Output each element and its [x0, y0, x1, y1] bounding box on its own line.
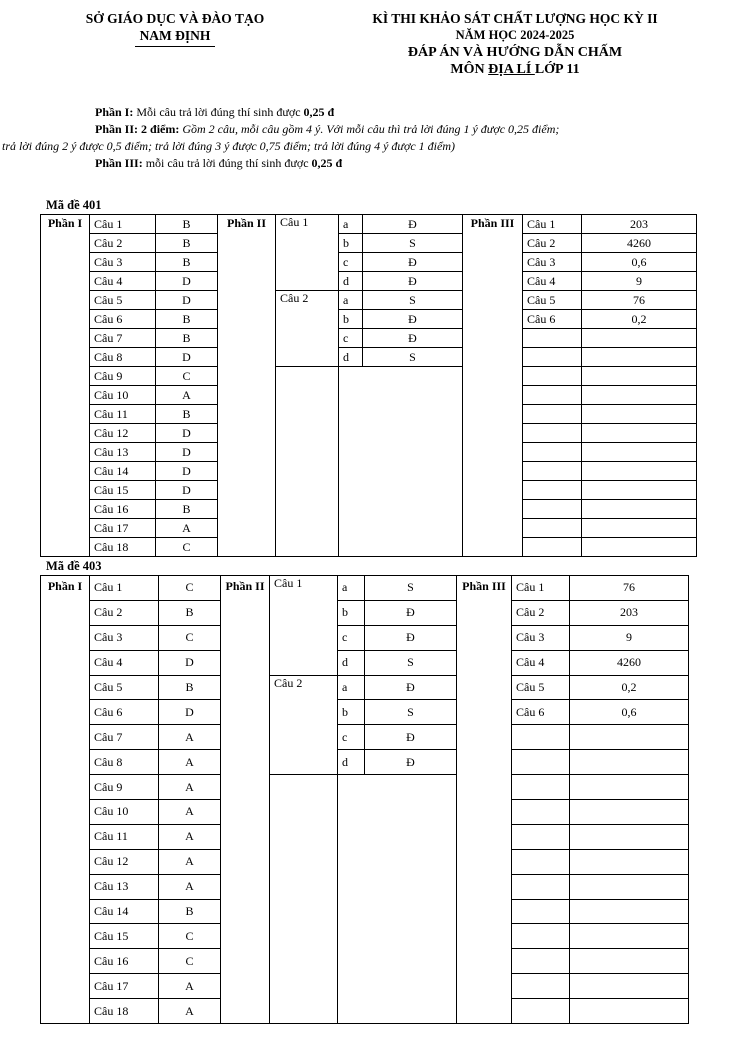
part3-empty-cell [512, 750, 570, 775]
part1-question: Câu 8 [90, 750, 159, 775]
answer-row [41, 329, 697, 348]
answer-row [41, 310, 697, 329]
part2-item-answer: Đ [365, 750, 457, 775]
part3-answer: 4260 [570, 650, 689, 675]
part1-answer: A [156, 519, 218, 538]
part2-label: Phần II: 2 điểm: [95, 122, 180, 136]
part3-answer: 0,2 [582, 310, 697, 329]
answer-row [41, 253, 697, 272]
part3-answer: 203 [582, 215, 697, 234]
part3-empty-cell [570, 874, 689, 899]
part3-question: Câu 1 [512, 576, 570, 601]
part1-answer: B [156, 310, 218, 329]
grade-label: LỚP 11 [534, 62, 580, 77]
part3-empty-cell [512, 775, 570, 800]
part2-header: Phần II [221, 576, 270, 1024]
part2-item-answer: S [363, 348, 463, 367]
part1-answer: A [159, 849, 221, 874]
part3-label: Phần III: [95, 156, 143, 170]
part2-question: Câu 2 [270, 675, 338, 775]
part1-answer: C [159, 576, 221, 601]
instruction-part2 [0, 121, 737, 138]
answer-table-401 [40, 214, 697, 557]
part1-question: Câu 12 [90, 424, 156, 443]
part1-question: Câu 1 [90, 215, 156, 234]
part1-answer: B [156, 253, 218, 272]
part1-answer: B [159, 600, 221, 625]
subject-line [320, 61, 710, 78]
part2-item-answer: S [363, 291, 463, 310]
part1-question: Câu 8 [90, 348, 156, 367]
part2-item-answer: Đ [365, 675, 457, 700]
part1-answer: A [159, 874, 221, 899]
part3-empty-cell [582, 424, 697, 443]
part3-empty-cell [523, 329, 582, 348]
part3-empty-cell [570, 725, 689, 750]
part1-question: Câu 13 [90, 443, 156, 462]
part3-empty-cell [523, 462, 582, 481]
part1-text: Mỗi câu trả lời đúng thí sinh được [133, 105, 304, 119]
part1-question: Câu 3 [90, 253, 156, 272]
part3-empty-cell [512, 849, 570, 874]
part3-empty-cell [570, 800, 689, 825]
part1-question: Câu 5 [90, 291, 156, 310]
part3-header: Phần III [457, 576, 512, 1024]
part3-empty-cell [582, 405, 697, 424]
part3-empty-cell [582, 443, 697, 462]
answer-row [41, 215, 697, 234]
province-name: NAM ĐỊNH [139, 28, 211, 43]
part1-answer: C [156, 538, 218, 557]
part3-answer: 0,6 [570, 700, 689, 725]
part1-answer: D [156, 443, 218, 462]
part3-header: Phần III [463, 215, 523, 557]
part1-answer: A [159, 974, 221, 999]
part3-text: mỗi câu trả lời đúng thí sinh được [142, 156, 312, 170]
part2-item-letter: b [339, 234, 363, 253]
part3-empty-cell [512, 924, 570, 949]
part3-empty-cell [512, 824, 570, 849]
part2-item-answer: Đ [363, 253, 463, 272]
part1-question: Câu 9 [90, 367, 156, 386]
part1-question: Câu 7 [90, 329, 156, 348]
part1-header: Phần I [41, 215, 90, 557]
part1-answer: B [156, 500, 218, 519]
part3-empty-cell [523, 500, 582, 519]
part2-item-answer: Đ [365, 725, 457, 750]
exam-title: KÌ THI KHẢO SÁT CHẤT LƯỢNG HỌC KỲ II [372, 11, 658, 26]
part1-answer: B [159, 899, 221, 924]
part1-answer: C [156, 367, 218, 386]
part1-answer: D [156, 291, 218, 310]
department-name: SỞ GIÁO DỤC VÀ ĐÀO TẠO [85, 11, 265, 26]
answer-table-403 [40, 575, 689, 1024]
exam-code-403: Mã đề 403 [46, 559, 102, 573]
part2-item-letter: d [339, 272, 363, 291]
scoring-instructions [0, 104, 737, 172]
part1-answer: D [156, 481, 218, 500]
part1-question: Câu 1 [90, 576, 159, 601]
part1-question: Câu 18 [90, 999, 159, 1024]
part2-item-letter: a [339, 291, 363, 310]
part3-empty-cell [512, 974, 570, 999]
part1-answer: B [156, 405, 218, 424]
part2-blank-left [270, 775, 338, 1024]
part2-item-letter: c [339, 329, 363, 348]
part1-question: Câu 17 [90, 519, 156, 538]
part2-item-answer: Đ [363, 310, 463, 329]
part3-question: Câu 1 [523, 215, 582, 234]
part1-question: Câu 11 [90, 824, 159, 849]
part1-answer: A [159, 999, 221, 1024]
part2-question: Câu 2 [276, 291, 339, 367]
part3-answer: 0,2 [570, 675, 689, 700]
part2-item-letter: a [338, 576, 365, 601]
part3-empty-cell [523, 405, 582, 424]
part1-answer: A [159, 750, 221, 775]
part2-text-cont: trả lời đúng 2 ý được 0,5 điểm; trả lời đúng 3 ý được 0,75 điểm; trả lời đúng 4 ý được 1 điểm) [2, 139, 455, 153]
part1-question: Câu 2 [90, 234, 156, 253]
part3-question: Câu 4 [512, 650, 570, 675]
part2-text: Gồm 2 câu, mỗi câu gồm 4 ý. Với mỗi câu thì trả lời đúng 1 ý được 0,25 điểm; [179, 122, 560, 136]
part3-empty-cell [582, 481, 697, 500]
answer-row [41, 775, 689, 800]
part3-answer: 76 [582, 291, 697, 310]
part2-item-answer: Đ [363, 329, 463, 348]
part3-answer: 0,6 [582, 253, 697, 272]
part1-answer: D [156, 348, 218, 367]
part3-empty-cell [570, 750, 689, 775]
part2-item-answer: S [363, 234, 463, 253]
part3-empty-cell [523, 367, 582, 386]
subject-prefix: MÔN [450, 62, 489, 77]
part3-empty-cell [512, 949, 570, 974]
part1-question: Câu 15 [90, 481, 156, 500]
part1-question: Câu 14 [90, 899, 159, 924]
part3-empty-cell [523, 443, 582, 462]
header-exam [320, 10, 710, 78]
part3-empty-cell [523, 538, 582, 557]
part2-blank-right [339, 367, 463, 557]
answer-row [41, 600, 689, 625]
part1-question: Câu 5 [90, 675, 159, 700]
part1-answer: C [159, 625, 221, 650]
part1-question: Câu 14 [90, 462, 156, 481]
part2-question: Câu 1 [270, 576, 338, 676]
part2-item-letter: d [338, 750, 365, 775]
part3-empty-cell [570, 824, 689, 849]
part1-question: Câu 7 [90, 725, 159, 750]
part2-item-letter: c [339, 253, 363, 272]
part1-answer: B [156, 215, 218, 234]
part3-empty-cell [582, 538, 697, 557]
part3-empty-cell [512, 874, 570, 899]
part3-empty-cell [570, 924, 689, 949]
part3-question: Câu 2 [523, 234, 582, 253]
part2-item-letter: d [338, 650, 365, 675]
part2-item-answer: S [365, 650, 457, 675]
part3-question: Câu 3 [523, 253, 582, 272]
part3-answer: 4260 [582, 234, 697, 253]
part1-question: Câu 13 [90, 874, 159, 899]
part1-question: Câu 12 [90, 849, 159, 874]
part2-item-answer: Đ [363, 215, 463, 234]
answer-row [41, 725, 689, 750]
part1-answer: C [159, 924, 221, 949]
part1-question: Câu 16 [90, 500, 156, 519]
part1-answer: A [156, 386, 218, 405]
part3-empty-cell [512, 999, 570, 1024]
part1-question: Câu 11 [90, 405, 156, 424]
answer-row [41, 348, 697, 367]
part3-empty-cell [570, 899, 689, 924]
part1-answer: B [159, 675, 221, 700]
subject-name: ĐỊA LÍ [488, 62, 535, 77]
part2-item-letter: d [339, 348, 363, 367]
answer-row [41, 750, 689, 775]
part1-question: Câu 6 [90, 700, 159, 725]
part3-question: Câu 3 [512, 625, 570, 650]
part2-item-letter: c [338, 725, 365, 750]
part1-answer: C [159, 949, 221, 974]
exam-code-401: Mã đề 401 [46, 198, 102, 212]
answer-row [41, 675, 689, 700]
header-department [55, 10, 295, 47]
part1-answer: D [156, 462, 218, 481]
part3-empty-cell [523, 481, 582, 500]
answer-row [41, 625, 689, 650]
part1-question: Câu 10 [90, 800, 159, 825]
part2-header: Phần II [218, 215, 276, 557]
document-title: ĐÁP ÁN VÀ HƯỚNG DẪN CHẤM [407, 45, 623, 60]
part3-question: Câu 4 [523, 272, 582, 291]
part3-empty-cell [582, 519, 697, 538]
part1-answer: D [159, 650, 221, 675]
part1-answer: A [159, 775, 221, 800]
part2-question: Câu 1 [276, 215, 339, 291]
part3-empty-cell [512, 800, 570, 825]
part1-question: Câu 9 [90, 775, 159, 800]
part1-answer: D [159, 700, 221, 725]
part2-item-letter: c [338, 625, 365, 650]
part1-answer: A [159, 725, 221, 750]
part2-blank-right [338, 775, 457, 1024]
answer-row [41, 576, 689, 601]
part1-question: Câu 16 [90, 949, 159, 974]
part1-question: Câu 15 [90, 924, 159, 949]
part2-item-answer: Đ [365, 625, 457, 650]
answer-row [41, 650, 689, 675]
part1-question: Câu 4 [90, 272, 156, 291]
part1-question: Câu 6 [90, 310, 156, 329]
part3-empty-cell [582, 462, 697, 481]
answer-row [41, 291, 697, 310]
part3-empty-cell [523, 519, 582, 538]
part3-question: Câu 5 [523, 291, 582, 310]
answer-row [41, 700, 689, 725]
part1-question: Câu 4 [90, 650, 159, 675]
part3-empty-cell [570, 775, 689, 800]
part1-answer: A [159, 824, 221, 849]
part3-empty-cell [582, 348, 697, 367]
part2-item-answer: Đ [365, 600, 457, 625]
part1-header: Phần I [41, 576, 90, 1024]
part1-question: Câu 18 [90, 538, 156, 557]
instruction-part1 [0, 104, 737, 121]
part2-item-answer: S [365, 576, 457, 601]
part3-empty-cell [570, 849, 689, 874]
part2-item-answer: Đ [363, 272, 463, 291]
part1-label: Phần I: [95, 105, 134, 119]
part3-empty-cell [570, 999, 689, 1024]
part3-empty-cell [582, 329, 697, 348]
answer-row [41, 367, 697, 386]
part3-score: 0,25 đ [311, 156, 343, 170]
part3-question: Câu 2 [512, 600, 570, 625]
part2-item-answer: S [365, 700, 457, 725]
part2-item-letter: b [338, 600, 365, 625]
part3-empty-cell [570, 974, 689, 999]
header-divider [135, 46, 215, 47]
part1-answer: D [156, 424, 218, 443]
part3-empty-cell [523, 348, 582, 367]
part3-answer: 76 [570, 576, 689, 601]
part2-item-letter: a [338, 675, 365, 700]
instruction-part3 [0, 155, 737, 172]
part1-question: Câu 10 [90, 386, 156, 405]
part3-empty-cell [512, 899, 570, 924]
part3-empty-cell [523, 424, 582, 443]
part3-question: Câu 6 [523, 310, 582, 329]
part3-answer: 203 [570, 600, 689, 625]
instruction-part2-cont [0, 138, 737, 155]
part3-answer: 9 [582, 272, 697, 291]
part3-answer: 9 [570, 625, 689, 650]
part3-empty-cell [523, 386, 582, 405]
part2-blank-left [276, 367, 339, 557]
part2-item-letter: b [339, 310, 363, 329]
part2-item-letter: a [339, 215, 363, 234]
part1-question: Câu 3 [90, 625, 159, 650]
part1-score: 0,25 đ [303, 105, 335, 119]
part1-question: Câu 2 [90, 600, 159, 625]
answer-row [41, 272, 697, 291]
part3-empty-cell [570, 949, 689, 974]
part1-question: Câu 17 [90, 974, 159, 999]
part2-item-letter: b [338, 700, 365, 725]
part3-empty-cell [512, 725, 570, 750]
part3-question: Câu 5 [512, 675, 570, 700]
part3-question: Câu 6 [512, 700, 570, 725]
part3-empty-cell [582, 500, 697, 519]
part1-answer: A [159, 800, 221, 825]
part1-answer: B [156, 234, 218, 253]
part1-answer: B [156, 329, 218, 348]
part1-answer: D [156, 272, 218, 291]
answer-row [41, 234, 697, 253]
school-year: NĂM HỌC 2024-2025 [455, 28, 575, 42]
part3-empty-cell [582, 367, 697, 386]
part3-empty-cell [582, 386, 697, 405]
